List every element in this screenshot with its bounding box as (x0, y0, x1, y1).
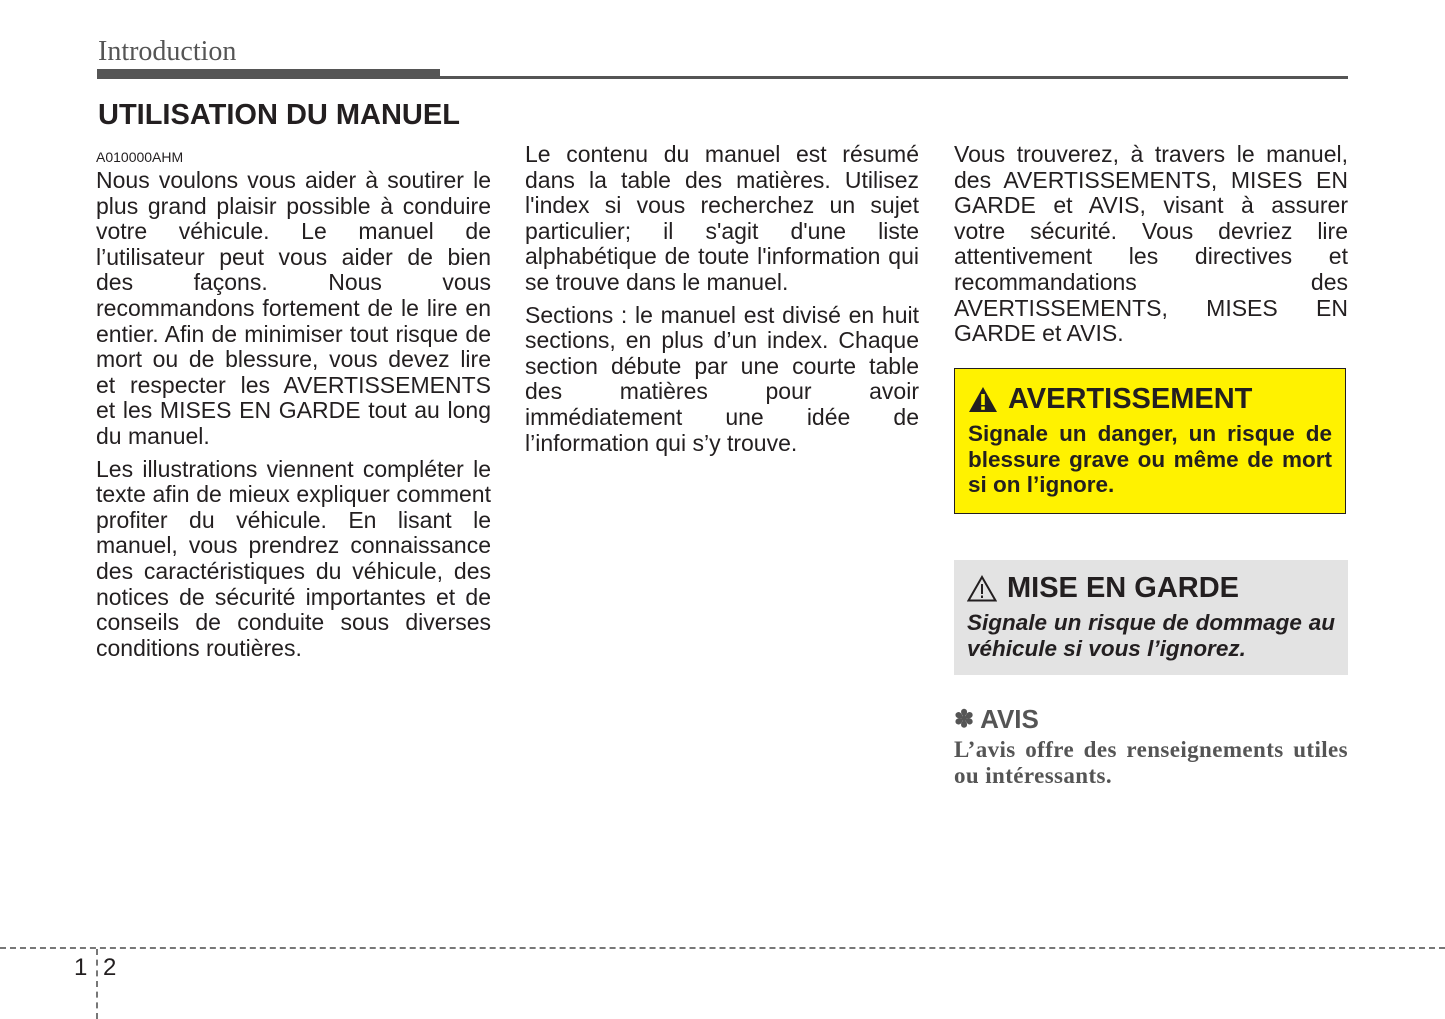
notice-text: L’avis offre des renseignements utiles ou intéressants. (954, 737, 1348, 788)
warning-box (954, 368, 1346, 514)
column-2 (525, 142, 919, 463)
notice-star-icon: ✽ (954, 706, 975, 733)
paragraph: Nous voulons vous aider à soutirer le plus grand plaisir possible à conduire votre véhicule. Le manuel de l’utilisateur peut vous aider de bien des façons. Nous vous recommandons fortement de le lire en entier. Afin de minimiser tout risque de mort ou de blessure, vous devez lire et respecter les AVERTISSEMENTS et les MISES EN GARDE tout au long du manuel. (96, 167, 491, 449)
paragraph: Vous trouverez, à travers le manuel, des AVERTISSEMENTS, MISES EN GARDE et AVIS, visant à assurer votre sécurité. Vous devriez lire attentivement les directives et recommandations des AVERTISSEMENTS, MISES EN GARDE et AVIS. (954, 141, 1348, 347)
section-heading: UTILISATION DU MANUEL (98, 99, 460, 131)
header-rule-thick (97, 69, 440, 79)
warning-text: Signale un danger, un risque de blessure grave ou même de mort si on l’ignore. (968, 421, 1332, 497)
caution-box (954, 560, 1348, 675)
paragraph: Le contenu du manuel est résumé dans la table des matières. Utilisez l'index si vous recherchez un sujet particulier; il s'agit d'une liste alphabétique de toute l'information qui se trouve dans le manuel. (525, 141, 919, 295)
paragraph: Les illustrations viennent compléter le texte afin de mieux expliquer comment profiter du véhicule. En lisant le manuel, vous prendrez connaissance des caractéristiques du véhicule, des notices de sécurité importantes et de conseils de conduite sous diverses conditions routières. (96, 455, 491, 661)
warning-title-text: AVERTISSEMENT (1008, 383, 1253, 415)
column-1 (96, 148, 491, 668)
warning-triangle-icon (968, 386, 998, 413)
page-number: 2 (103, 954, 117, 981)
warning-title (968, 383, 1252, 416)
header-rule-thin (440, 76, 1348, 79)
caution-text: Signale un risque de dommage au véhicule si vous l’ignorez. (967, 610, 1335, 661)
paragraph: Sections : le manuel est divisé en huit sections, en plus d’un index. Chaque section débute par une courte table des matières pour avoir immédiatement une idée de l’information qui s’y trouve. (525, 301, 919, 456)
notice-title: AVIS (980, 704, 1039, 734)
chapter-title: Introduction (98, 36, 237, 67)
caution-triangle-icon (967, 575, 997, 602)
caution-title (967, 572, 1239, 605)
column-3 (954, 142, 1348, 354)
caution-title-text: MISE EN GARDE (1007, 572, 1240, 604)
document-code: A010000AHM (96, 149, 184, 165)
footer-dashed-line (0, 947, 1445, 949)
footer-dashed-divider (96, 949, 98, 1019)
notice-heading (954, 704, 1039, 735)
chapter-number: 1 (74, 954, 88, 981)
